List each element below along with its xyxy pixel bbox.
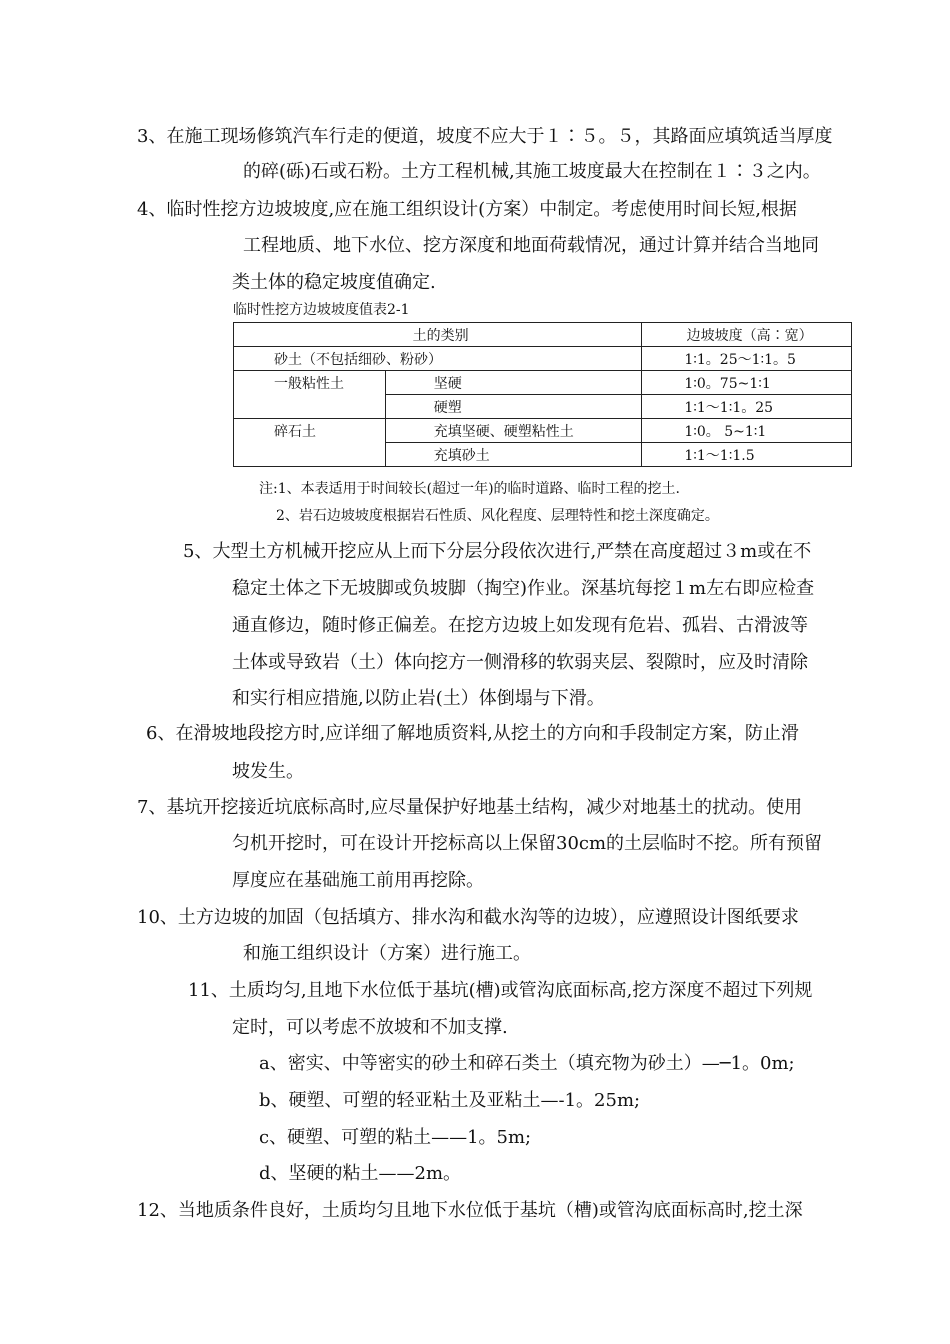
paragraph-3-line-1: 3、在施工现场修筑汽车行走的便道，坡度不应大于１∶５。５，其路面应填筑适当厚度 (137, 126, 833, 147)
soil-gravel: 碎石土 (234, 419, 386, 467)
paragraph-5-line-2: 稳定土体之下无坡脚或负坡脚（掏空)作业。深基坑每挖１m左右即应检查 (232, 578, 815, 599)
paragraph-11-item-d: d、坚硬的粘土——2m。 (259, 1163, 462, 1184)
table-header-row (234, 323, 852, 347)
table-caption: 临时性挖方边坡坡度值表2-1 (233, 302, 410, 318)
paragraph-12-line-1: 12、当地质条件良好，土质均匀且地下水位低于基坑（槽)或管沟底面标高时,挖土深 (137, 1200, 803, 1221)
paragraph-11-line-2: 定时，可以考虑不放坡和不加支撑. (232, 1017, 508, 1038)
slope-value: 1∶1。25～1∶1。5 (642, 347, 852, 371)
paragraph-11-item-b: b、硬塑、可塑的轻亚粘土及亚粘土—-1。25m; (259, 1090, 641, 1111)
table-row (234, 371, 852, 395)
paragraph-5-line-1: 5、大型土方机械开挖应从上而下分层分段依次进行,严禁在高度超过３m或在不 (183, 541, 812, 562)
paragraph-5-line-4: 土体或导致岩（土）体向挖方一侧滑移的软弱夹层、裂隙时，应及时清除 (232, 652, 808, 673)
soil-general-clay: 一般粘性土 (234, 371, 386, 419)
paragraph-10-line-1: 10、土方边坡的加固（包括填方、排水沟和截水沟等的边坡），应遵照设计图纸要求 (137, 907, 799, 928)
paragraph-5-line-3: 通直修边，随时修正偏差。在挖方边坡上如发现有危岩、孤岩、古滑波等 (232, 615, 808, 636)
paragraph-3-line-2: 的碎(砾)石或石粉。土方工程机械,其施工坡度最大在控制在１∶３之内。 (243, 161, 821, 182)
paragraph-7-line-2: 匀机开挖时，可在设计开挖标高以上保留30cm的土层临时不挖。所有预留 (232, 833, 823, 854)
paragraph-6-line-1: 6、在滑坡地段挖方时,应详细了解地质资料,从挖土的方向和手段制定方案，防止滑 (146, 723, 799, 744)
paragraph-4-line-2: 工程地质、地下水位、挖方深度和地面荷载情况，通过计算并结合当地同 (243, 235, 819, 256)
paragraph-10-line-2: 和施工组织设计（方案）进行施工。 (243, 943, 531, 964)
slope-value: 1∶0。 5~1∶1 (642, 419, 852, 443)
header-soil-type: 土的类别 (234, 323, 642, 347)
table-note-2: 2、岩石边坡坡度根据岩石性质、风化程度、层理特性和挖土深度确定。 (276, 508, 719, 524)
paragraph-11-item-c: c、硬塑、可塑的粘土——1。5m; (259, 1127, 532, 1148)
paragraph-5-line-5: 和实行相应措施,以防止岩(土）体倒塌与下滑。 (232, 688, 605, 709)
table-row (234, 347, 852, 371)
paragraph-7-line-1: 7、基坑开挖接近坑底标高时,应尽量保护好地基土结构，减少对地基土的扰动。使用 (137, 797, 803, 818)
paragraph-4-line-1: 4、临时性挖方边坡坡度,应在施工组织设计(方案）中制定。考虑使用时间长短,根据 (137, 199, 797, 220)
soil-sand: 砂土（不包括细砂、粉砂） (234, 347, 642, 371)
paragraph-11-line-1: 11、土质均匀,且地下水位低于基坑(槽)或管沟底面标高,挖方深度不超过下列规 (188, 980, 813, 1001)
soil-subtype: 充填坚硬、硬塑粘性土 (385, 419, 642, 443)
slope-table (233, 322, 852, 467)
slope-value: 1∶1～1∶1。25 (642, 395, 852, 419)
paragraph-7-line-3: 厚度应在基础施工前用再挖除。 (232, 870, 484, 891)
paragraph-6-line-2: 坡发生。 (232, 761, 304, 782)
paragraph-4-line-3: 类土体的稳定坡度值确定. (232, 272, 436, 293)
soil-subtype: 充填砂土 (385, 443, 642, 467)
soil-subtype: 坚硬 (385, 371, 642, 395)
header-slope: 边坡坡度（高∶宽） (642, 323, 852, 347)
slope-value: 1∶0。75~1∶1 (642, 371, 852, 395)
slope-value: 1∶1～1∶1.5 (642, 443, 852, 467)
table-note-1: 注:1、本表适用于时间较长(超过一年)的临时道路、临时工程的挖土. (259, 481, 680, 497)
table-row (234, 419, 852, 443)
paragraph-11-item-a: a、密实、中等密实的砂土和碎石类土（填充物为砂土）—─1。0m; (259, 1053, 795, 1074)
soil-subtype: 硬塑 (385, 395, 642, 419)
